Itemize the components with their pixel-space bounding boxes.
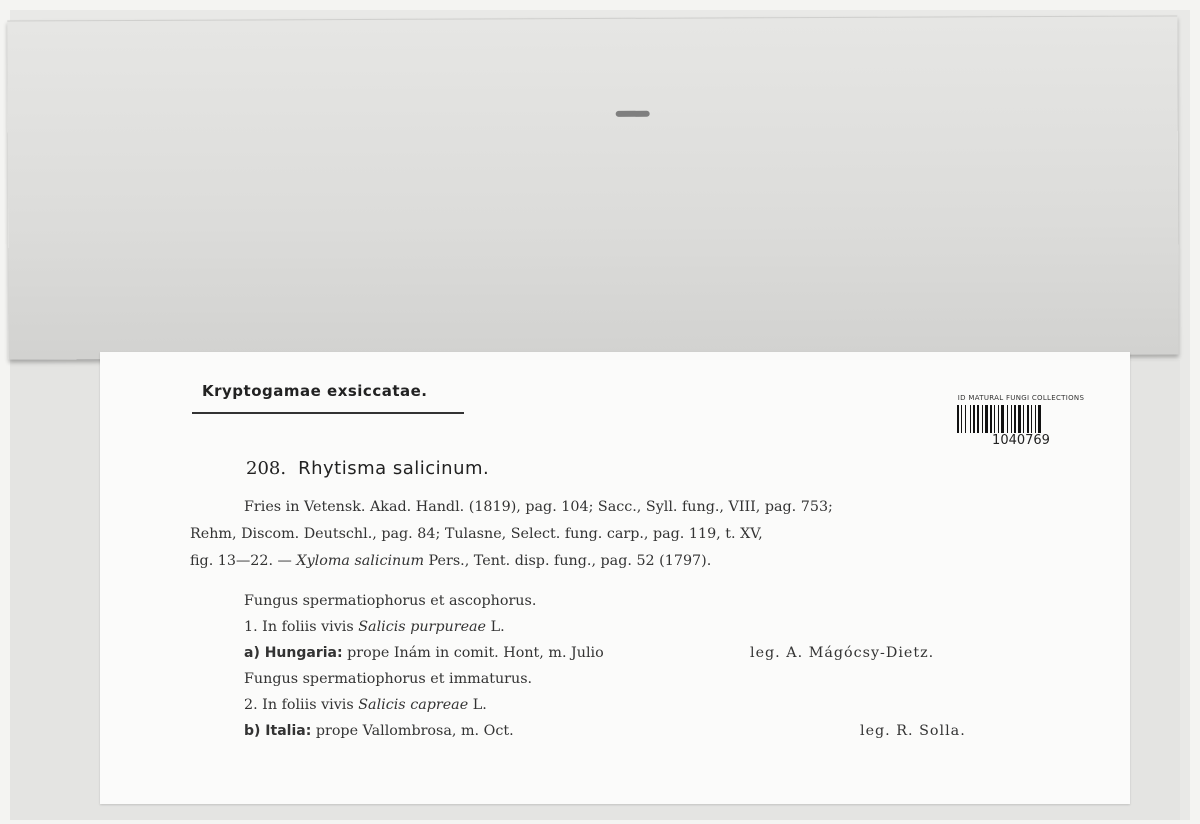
reference-text: Pers., Tent. disp. fung., pag. 52 (1797).: [424, 553, 712, 569]
barcode-icon: [956, 405, 1086, 433]
references: [190, 494, 1030, 575]
barcode-caption: ID MATURAL FUNGI COLLECTIONS: [957, 394, 1085, 402]
group-heading: Fungus spermatiophorus et immaturus.: [244, 671, 533, 687]
flap-mark: [616, 111, 650, 117]
locality-country: b) Italia:: [244, 723, 312, 739]
host-line: [244, 614, 1064, 640]
locality-line: [244, 718, 1064, 744]
series-underline: [192, 412, 464, 414]
host-species: Salicis capreae: [358, 697, 469, 713]
reference-text: fig. 13—22. —: [190, 553, 297, 569]
host-species: Salicis purpureae: [358, 619, 487, 635]
locality-text: prope Inám in comit. Hont, m. Julio: [342, 645, 604, 661]
collector: leg. R. Solla.: [860, 723, 966, 739]
specimen-title: [246, 458, 489, 479]
host-text: 1. In foliis vivis: [244, 619, 359, 635]
barcode-block: [952, 394, 1090, 454]
series-title: Kryptogamae exsiccatae.: [202, 382, 428, 400]
reference-line: [190, 548, 1030, 575]
barcode-number: 1040769: [992, 433, 1050, 448]
collection-entries: [244, 588, 1064, 744]
synonym-name: Xyloma salicinum: [296, 553, 425, 569]
host-text: L.: [468, 697, 487, 713]
collector: leg. A. Mágócsy-Dietz.: [750, 645, 935, 661]
locality-text: prope Vallombrosa, m. Oct.: [311, 723, 514, 739]
locality-line: [244, 640, 1064, 666]
host-text: L.: [486, 619, 505, 635]
specimen-number: 208.: [246, 458, 287, 479]
reference-line: Rehm, Discom. Deutschl., pag. 84; Tulasne, Select. fung. carp., pag. 119, t. XV,: [190, 526, 763, 542]
reference-line: Fries in Vetensk. Akad. Handl. (1819), pag. 104; Sacc., Syll. fung., VIII, pag. 753;: [244, 499, 833, 515]
specimen-label: [100, 352, 1130, 804]
locality-country: a) Hungaria:: [244, 645, 343, 661]
specimen-name: Rhytisma salicinum.: [298, 458, 490, 479]
packet-flap: [7, 15, 1178, 359]
host-text: 2. In foliis vivis: [244, 697, 359, 713]
group-heading: Fungus spermatiophorus et ascophorus.: [244, 593, 537, 609]
host-line: [244, 692, 1064, 718]
